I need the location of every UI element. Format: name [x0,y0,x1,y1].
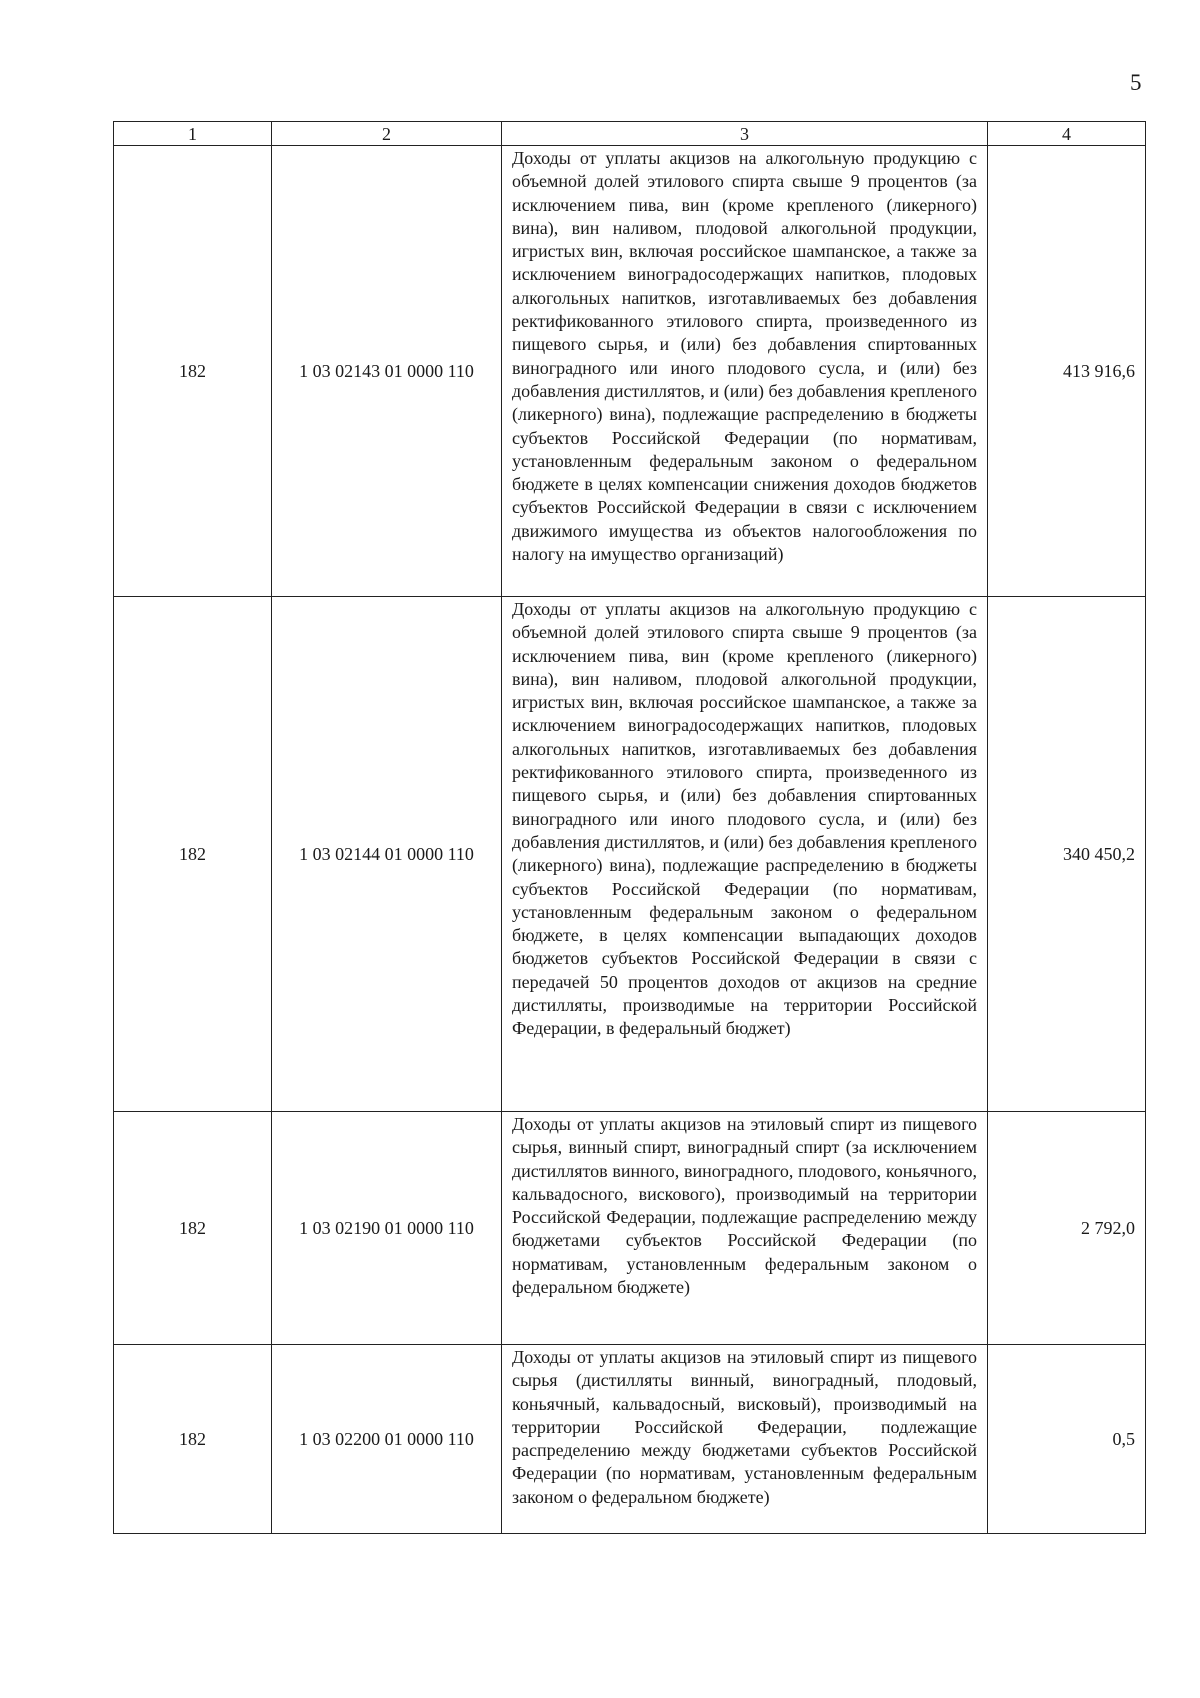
budget-code-cell: 1 03 02144 01 0000 110 [272,597,502,1112]
revenue-description-cell: Доходы от уплаты акцизов на алкогольную продукцию с объемной долей этилового спирта свыше 9 процентов (за исключением пива, вин (кроме крепленого (ликерного) вина), вин наливом, плодовой алкогольной продукции, игристых вин, включая российское шампанское, а также за исключением виноградосодержащих напитков, плодовых алкогольных напитков, изготавливаемых без добавления ректификованного этилового спирта, произведенного из пищевого сырья, и (или) без добавления спиртованных виноградного или иного плодового сусла, и (или) без добавления дистиллятов, и (или) без добавления крепленого (ликерного) вина), подлежащие распределению в бюджеты субъектов Российской Федерации (по нормативам, установленным федеральным законом о федеральном бюджете, в целях компенсации выпадающих доходов бюджетов субъектов Российской Федерации в связи с передачей 50 процентов доходов от акцизов на средние дистилляты, производимые на территории Российской Федерации, в федеральный бюджет) [502,597,988,1112]
column-header-3: 3 [502,122,988,146]
budget-code-cell: 1 03 02143 01 0000 110 [272,146,502,597]
page-number: 5 [1130,70,1142,95]
budget-code-cell: 1 03 02190 01 0000 110 [272,1112,502,1345]
amount-cell: 2 792,0 [988,1112,1146,1345]
table-row [114,146,1146,597]
amount-cell: 413 916,6 [988,146,1146,597]
column-header-2: 2 [272,122,502,146]
admin-code-cell: 182 [114,597,272,1112]
table-row [114,1345,1146,1534]
column-header-1: 1 [114,122,272,146]
revenue-table [113,121,1146,1534]
amount-cell: 0,5 [988,1345,1146,1534]
budget-code-cell: 1 03 02200 01 0000 110 [272,1345,502,1534]
table-row [114,1112,1146,1345]
revenue-description-cell: Доходы от уплаты акцизов на этиловый спирт из пищевого сырья, винный спирт, виноградный спирт (за исключением дистиллятов винного, виноградного, плодового, коньячного, кальвадосного, вискового), производимый на территории Российской Федерации, подлежащие распределению между бюджетами субъектов Российской Федерации (по нормативам, установленным федеральным законом о федеральном бюджете) [502,1112,988,1345]
admin-code-cell: 182 [114,1112,272,1345]
admin-code-cell: 182 [114,146,272,597]
table-header-row [114,122,1146,146]
admin-code-cell: 182 [114,1345,272,1534]
table-row [114,597,1146,1112]
revenue-description-cell: Доходы от уплаты акцизов на алкогольную продукцию с объемной долей этилового спирта свыше 9 процентов (за исключением пива, вин (кроме крепленого (ликерного) вина), вин наливом, плодовой алкогольной продукции, игристых вин, включая российское шампанское, а также за исключением виноградосодержащих напитков, плодовых алкогольных напитков, изготавливаемых без добавления ректификованного этилового спирта, произведенного из пищевого сырья, и (или) без добавления спиртованных виноградного или иного плодового сусла, и (или) без добавления дистиллятов, и (или) без добавления крепленого (ликерного) вина), подлежащие распределению в бюджеты субъектов Российской Федерации (по нормативам, установленным федеральным законом о федеральном бюджете в целях компенсации снижения доходов бюджетов субъектов Российской Федерации в связи с исключением движимого имущества из объектов налогообложения по налогу на имущество организаций) [502,146,988,597]
amount-cell: 340 450,2 [988,597,1146,1112]
revenue-description-cell: Доходы от уплаты акцизов на этиловый спирт из пищевого сырья (дистилляты винный, виноградный, плодовый, коньячный, кальвадосный, висковый), производимый на территории Российской Федерации, подлежащие распределению между бюджетами субъектов Российской Федерации (по нормативам, установленным федеральным законом о федеральном бюджете) [502,1345,988,1534]
column-header-4: 4 [988,122,1146,146]
